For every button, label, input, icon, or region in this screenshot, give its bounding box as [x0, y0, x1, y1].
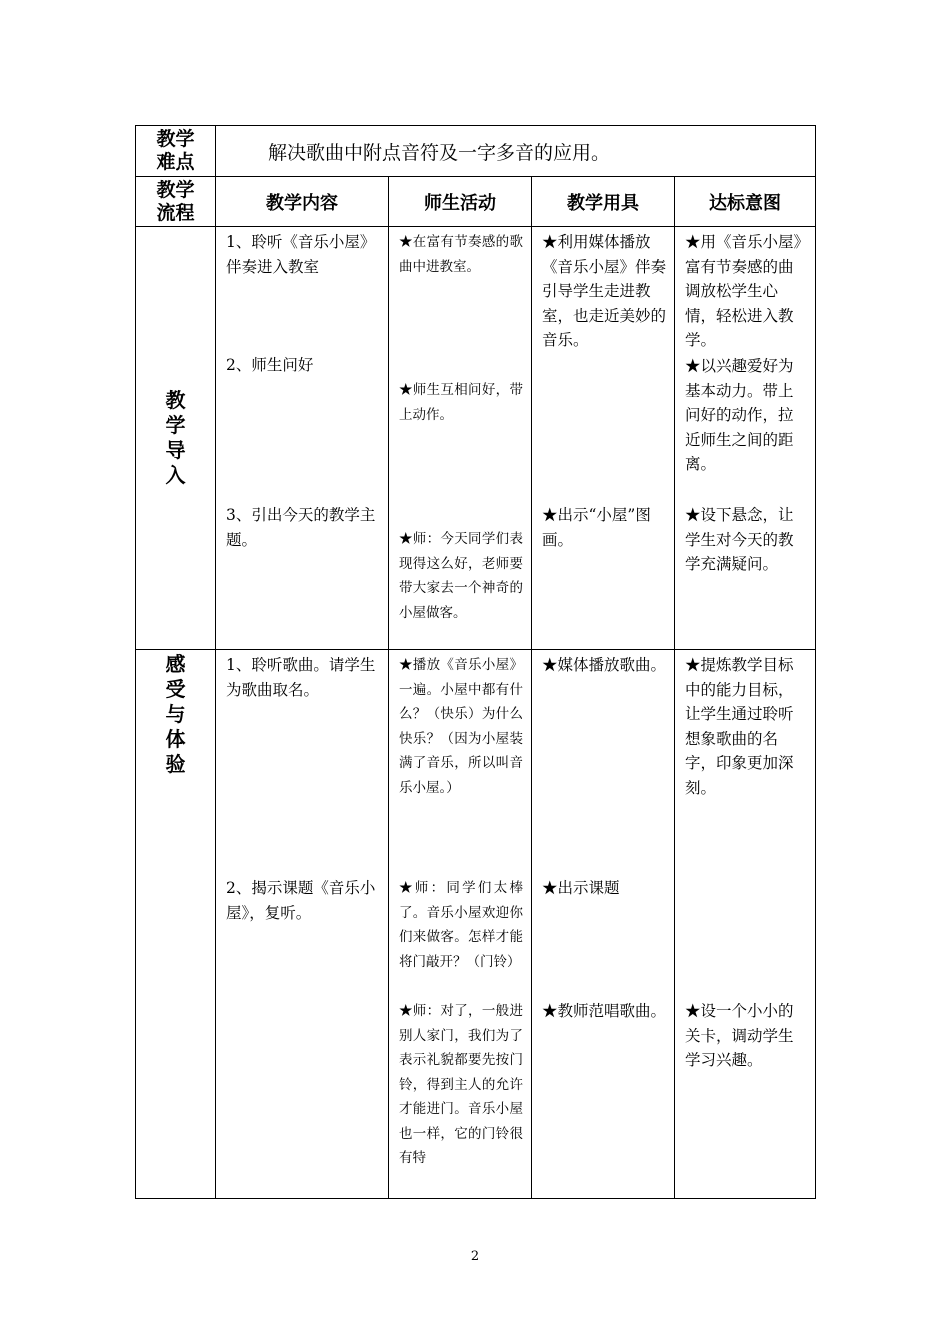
- difficulty-text: 解决歌曲中附点音符及一字多音的应用。: [216, 126, 816, 177]
- intro-activity-item: ★在富有节奏感的歌曲中进教室。: [399, 234, 523, 275]
- intro-tools-cell: [532, 227, 675, 650]
- intro-content-item: 1、聆听《音乐小屋》伴奏进入教室: [226, 233, 376, 276]
- experience-activity-item: ★师：对了，一般进别人家门，我们为了表示礼貌都要先按门铃，得到主人的允许才能进门。音乐小屋也一样，它的门铃很有特: [399, 1003, 523, 1166]
- difficulty-label-line1: 教学: [156, 128, 195, 150]
- experience-activity-item: ★师：同学们太棒了。音乐小屋欢迎你们来做客。怎样才能将门敲开？（门铃）: [399, 880, 523, 970]
- section-experience-label: [136, 650, 216, 1199]
- experience-intent-cell: [675, 650, 816, 1199]
- section-intro-row: [136, 227, 816, 650]
- experience-tools-cell: [532, 650, 675, 1199]
- experience-activity-item: ★播放《音乐小屋》一遍。小屋中都有什么？（快乐）为什么快乐？（因为小屋装满了音乐，所以叫音乐小屋。）: [399, 657, 523, 796]
- experience-tools-item: ★教师范唱歌曲。: [542, 1002, 667, 1020]
- header-row: [136, 177, 816, 227]
- section-intro-label-char: 学: [165, 413, 186, 437]
- intro-content-item: 2、师生问好: [226, 356, 314, 374]
- difficulty-row: [136, 126, 816, 177]
- intro-content-item: 3、引出今天的教学主题。: [226, 506, 376, 549]
- column-header-content: 教学内容: [216, 177, 389, 227]
- experience-intent-item: ★设一个小小的关卡，调动学生学习兴趣。: [685, 1002, 794, 1069]
- intro-intent-item: ★用《音乐小屋》富有节奏感的曲调放松学生心情，轻松进入教学。: [685, 233, 802, 349]
- experience-content-cell: [216, 650, 389, 1199]
- intro-content-cell: [216, 227, 389, 650]
- process-label: [136, 177, 216, 227]
- section-experience-label-char: 与: [165, 702, 186, 726]
- section-intro-label-char: 入: [165, 463, 186, 487]
- difficulty-label-line2: 难点: [156, 151, 195, 173]
- column-header-tools: 教学用具: [532, 177, 675, 227]
- section-experience-label-char: 体: [165, 727, 186, 751]
- process-label-line1: 教学: [156, 178, 195, 201]
- intro-tools-item: ★出示“小屋”图画。: [542, 506, 651, 549]
- lesson-plan-table: [135, 125, 816, 1199]
- section-experience-label-char: 受: [165, 677, 186, 701]
- section-experience-label-char: 感: [165, 652, 186, 676]
- process-label-line2: 流程: [156, 201, 195, 224]
- intro-tools-item: ★利用媒体播放《音乐小屋》伴奏引导学生走进教室，也走近美妙的音乐。: [542, 233, 667, 349]
- experience-content-item: 1、聆听歌曲。请学生为歌曲取名。: [226, 656, 376, 699]
- intro-activity-item: ★师生互相问好，带上动作。: [399, 382, 523, 423]
- experience-intent-item: ★提炼教学目标中的能力目标，让学生通过聆听想象歌曲的名字，印象更加深刻。: [685, 656, 794, 797]
- section-intro-label: [136, 227, 216, 650]
- column-header-intent: 达标意图: [675, 177, 816, 227]
- section-experience-label-char: 验: [165, 752, 186, 776]
- experience-content-item: 2、揭示课题《音乐小屋》，复听。: [226, 879, 376, 922]
- experience-tools-item: ★出示课题: [542, 879, 620, 897]
- section-intro-label-char: 导: [165, 438, 186, 462]
- section-intro-label-char: 教: [165, 388, 186, 412]
- intro-activity-cell: [389, 227, 532, 650]
- intro-intent-item: ★设下悬念，让学生对今天的教学充满疑问。: [685, 506, 794, 573]
- intro-intent-cell: [675, 227, 816, 650]
- intro-activity-item: ★师：今天同学们表现得这么好，老师要带大家去一个神奇的小屋做客。: [399, 531, 523, 621]
- column-header-activity: 师生活动: [389, 177, 532, 227]
- intro-intent-item: ★以兴趣爱好为基本动力。带上问好的动作，拉近师生之间的距离。: [685, 357, 794, 473]
- experience-activity-cell: [389, 650, 532, 1199]
- experience-tools-item: ★媒体播放歌曲。: [542, 656, 667, 674]
- page-number: 2: [470, 1249, 480, 1264]
- section-experience-row: [136, 650, 816, 1199]
- difficulty-label: [136, 126, 216, 177]
